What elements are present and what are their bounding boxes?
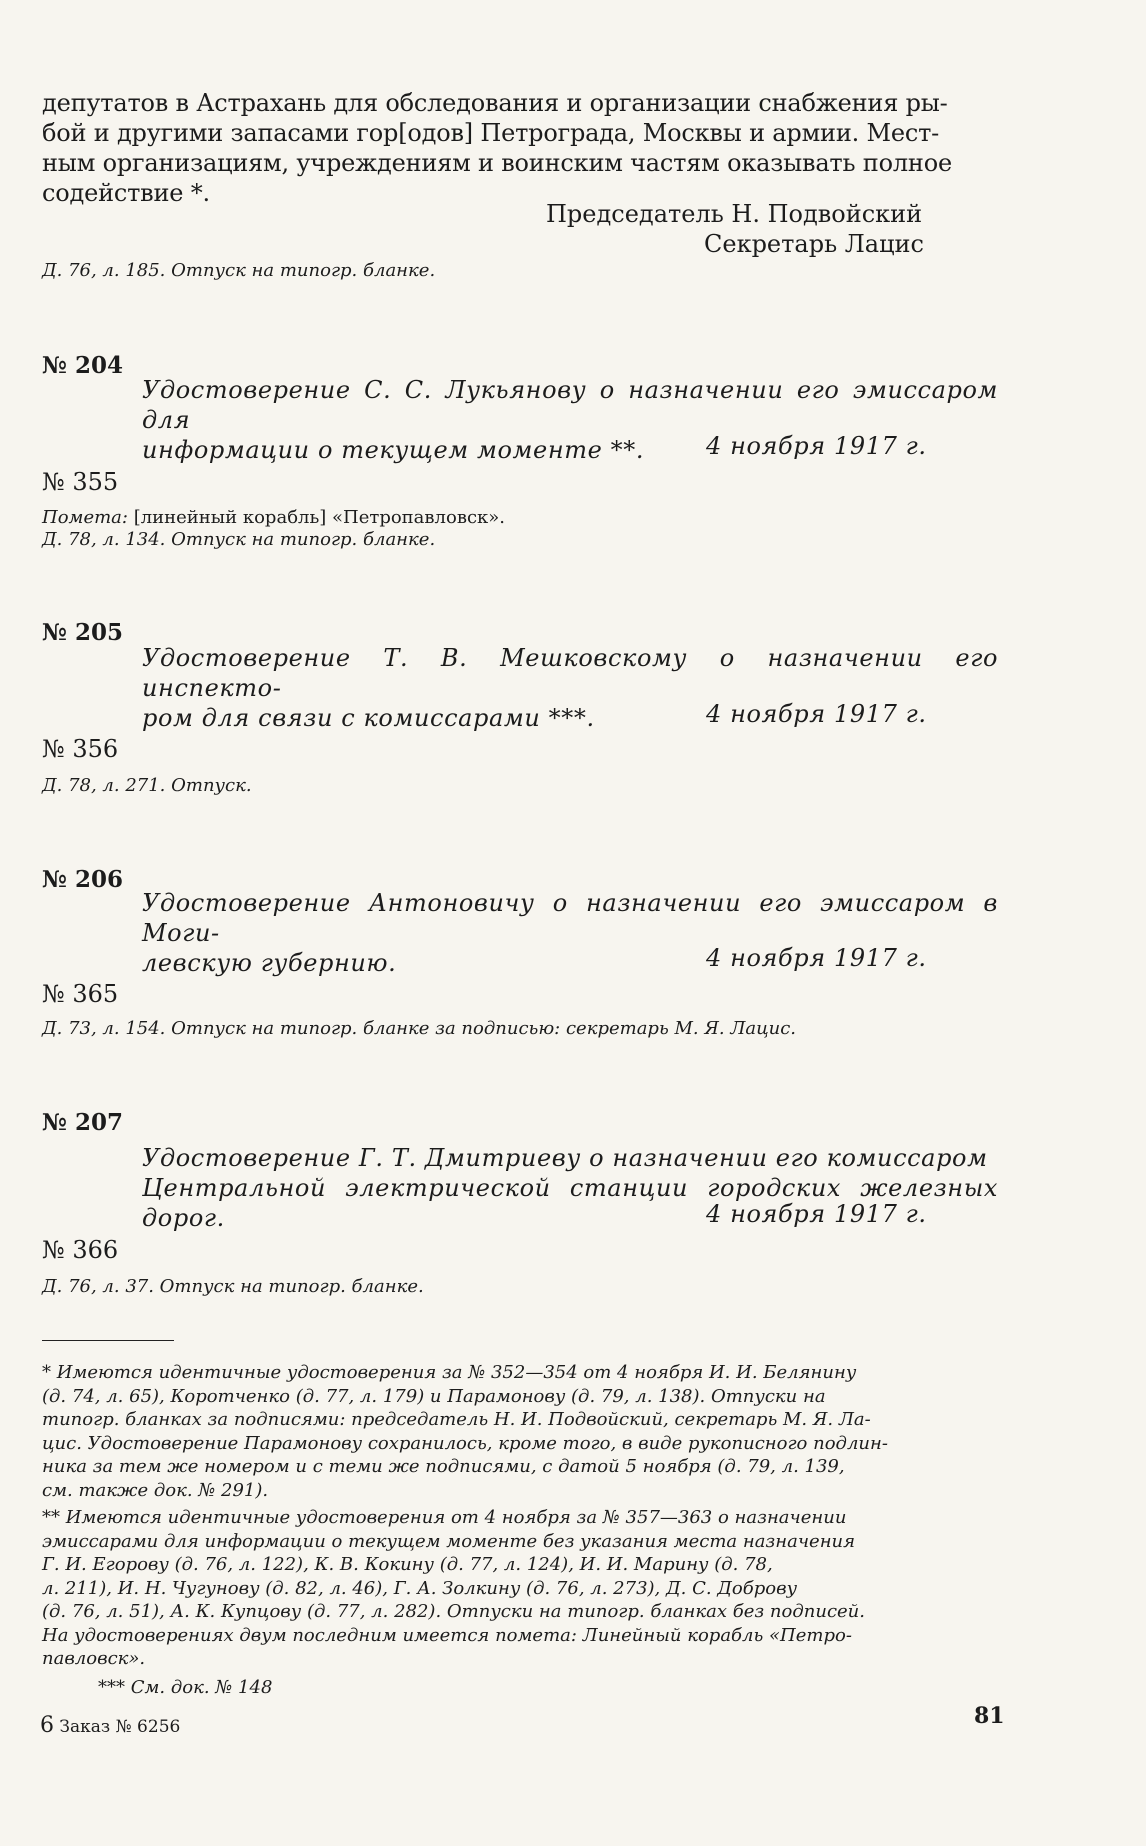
signature-mark: 6: [40, 1713, 54, 1738]
document-number: № 206: [42, 866, 124, 893]
document-source: Д. 73, л. 154. Отпуск на типогр. бланке за подписью: секретарь М. Я. Лацис.: [42, 1018, 797, 1039]
document-source: Д. 76, л. 37. Отпуск на типогр. бланке.: [42, 1276, 424, 1297]
document-title: Удостоверение Антоновичу о назначении его эмиссаром в Моги- левскую губернию.: [142, 889, 998, 977]
document-date: 4 ноября 1917 г.: [706, 1200, 927, 1228]
archive-number: № 355: [42, 468, 119, 496]
document-title: Удостоверение Г. Т. Дмитриеву о назначении его комиссаром Центральной электрической станции городских железных дорог.: [142, 1144, 998, 1232]
footnote-divider: [42, 1340, 174, 1341]
intro-source: Д. 76, л. 185. Отпуск на типогр. бланке.: [42, 260, 436, 281]
footnote: * Имеются идентичные удостоверения за № 352—354 от 4 ноября И. И. Белянину (д. 74, л. 65), Коротченко (д. 77, л. 179) и Парамонову (д. 79, л. 138). Отпуски на типогр. бланках за подписями: председатель Н. И. Подвойский, секретарь М. Я. Ла- цис. Удостоверение Парамонову сохранилось, кроме того, в виде рукописного подлин- ника за тем же номером и с теми же подписями, с датой 5 ноября (д. 79, л. 139, см. также док. № 291).: [42, 1362, 888, 1501]
intro-paragraph: депутатов в Астрахань для обследования и организации снабжения ры- бой и другими запасами гор[одов] Петрограда, Москвы и армии. Мест- ным организациям, учреждениям и воинским частям оказывать полное содействие *.: [42, 89, 952, 207]
signature-secretary: Секретарь Лацис: [704, 230, 924, 258]
archive-number: № 356: [42, 735, 119, 763]
document-date: 4 ноября 1917 г.: [706, 944, 927, 972]
document-mark: [42, 507, 505, 528]
document-title: Удостоверение С. С. Лукьянову о назначении его эмиссаром для информации о текущем моменте **.: [142, 376, 998, 464]
archive-number: № 366: [42, 1236, 119, 1264]
document-date: 4 ноября 1917 г.: [706, 700, 927, 728]
mark-label: Помета:: [42, 507, 128, 528]
document-source: Д. 78, л. 271. Отпуск.: [42, 775, 252, 796]
document-number: № 204: [42, 352, 124, 379]
document-source: Д. 78, л. 134. Отпуск на типогр. бланке.: [42, 529, 436, 550]
mark-text: [линейный корабль] «Петропавловск».: [127, 507, 506, 528]
document-title: Удостоверение Т. В. Мешковскому о назначении его инспекто- ром для связи с комиссарами ***.: [142, 644, 998, 732]
document-number: № 205: [42, 619, 124, 646]
document-date: 4 ноября 1917 г.: [706, 432, 927, 460]
archive-number: № 365: [42, 980, 119, 1008]
footnote: ** Имеются идентичные удостоверения от 4 ноября за № 357—363 о назначении эмиссарами для информации о текущем моменте без указания места назначения Г. И. Егорову (д. 76, л. 122), К. В. Кокину (д. 77, л. 124), И. И. Марину (д. 78, л. 211), И. Н. Чугунову (д. 82, л. 46), Г. А. Золкину (д. 76, л. 273), Д. С. Доброву (д. 76, л. 51), А. К. Купцову (д. 77, л. 282). Отпуски на типогр. бланках без подписей. На удостоверениях двум последним имеется помета: Линейный корабль «Петро- павловск».: [42, 1507, 865, 1669]
footnote: *** См. док. № 148: [98, 1677, 273, 1698]
order-number: Заказ № 6256: [59, 1717, 181, 1737]
signature-chair: Председатель Н. Подвойский: [546, 200, 923, 228]
printing-order: [40, 1713, 180, 1738]
document-number: № 207: [42, 1109, 124, 1136]
page-number: 81: [974, 1703, 1005, 1729]
